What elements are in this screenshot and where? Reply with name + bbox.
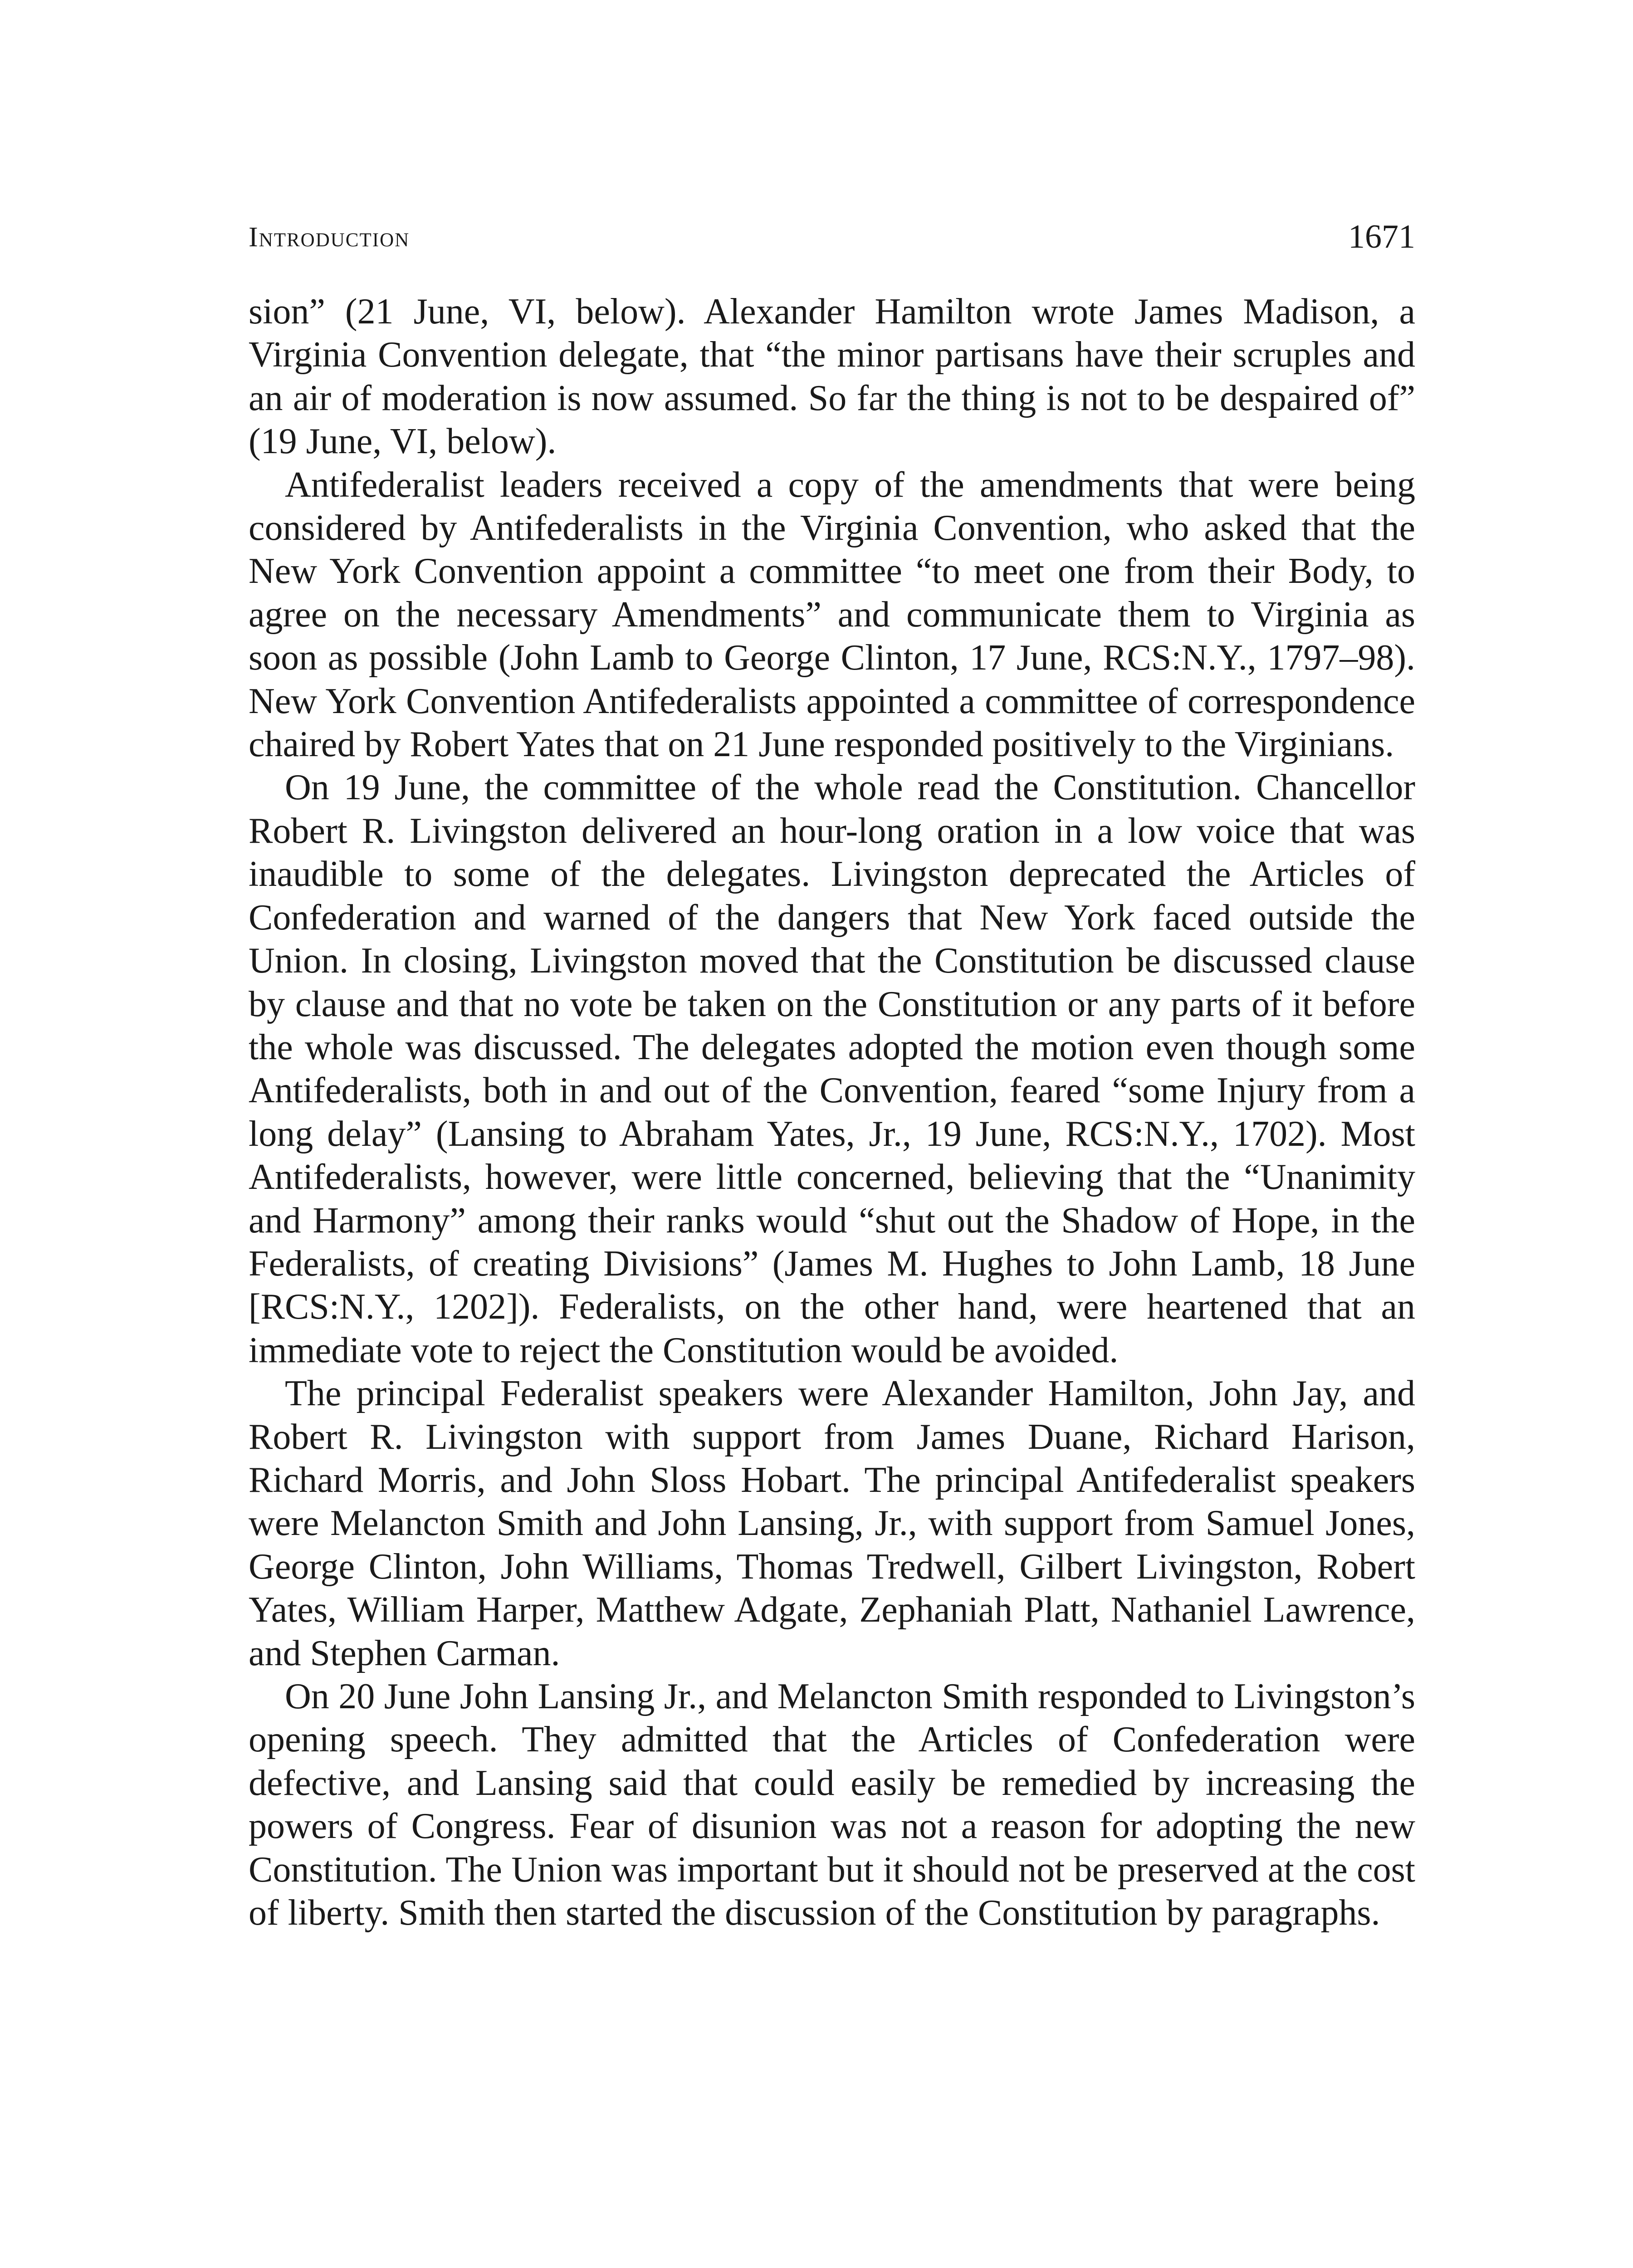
book-page (249, 218, 1415, 1935)
page-number: 1671 (1348, 218, 1415, 255)
paragraph: On 19 June, the committee of the whole read the Constitution. Chancellor Robert R. Livingston delivered an hour-long oration in a low voice that was inaudible to some of the delegates. Livingston deprecated the Articles of Confederation and warned of the dangers that New York faced outside the Union. In closing, Livingston moved that the Constitution be discussed clause by clause and that no vote be taken on the Constitution or any parts of it before the whole was discussed. The delegates adopted the motion even though some Antifederalists, both in and out of the Convention, feared “some Injury from a long delay” (Lansing to Abraham Yates, Jr., 19 June, RCS:N.Y., 1702). Most Antifederalists, however, were little concerned, believing that the “Unanimity and Harmony” among their ranks would “shut out the Shadow of Hope, in the Federalists, of creating Divisions” (James M. Hughes to John Lamb, 18 June [RCS:N.Y., 1202]). Federalists, on the other hand, were heartened that an immediate vote to reject the Constitution would be avoided. (249, 767, 1415, 1370)
paragraph-continued: sion” (21 June, VI, below). Alexander Hamilton wrote James Madison, a Virginia Convention delegate, that “the minor partisans have their scruples and an air of moderation is now assumed. So far the thing is not to be despaired of” (19 June, VI, below). (249, 292, 1415, 462)
running-head (249, 218, 1415, 259)
body-text (249, 290, 1415, 1935)
paragraph: Antifederalist leaders received a copy of the amendments that were being considered by Antifederalists in the Virginia Convention, who asked that the New York Convention appoint a committee “to meet one from their Body, to agree on the necessary Amendments” and communicate them to Virginia as soon as possible (John Lamb to George Clinton, 17 June, RCS:N.Y., 1797–98). New York Convention Antifederalists appointed a committee of correspondence chaired by Robert Yates that on 21 June responded positively to the Virginians. (249, 464, 1415, 765)
running-head-title: Introduction (249, 222, 410, 253)
paragraph: The principal Federalist speakers were Alexander Hamilton, John Jay, and Robert R. Livingston with support from James Duane, Richard Harison, Richard Morris, and John Sloss Hobart. The principal Antifederalist speakers were Melancton Smith and John Lansing, Jr., with support from Samuel Jones, George Clinton, John Williams, Thomas Tredwell, Gilbert Livingston, Robert Yates, William Harper, Matthew Adgate, Zephaniah Platt, Nathaniel Lawrence, and Stephen Carman. (249, 1374, 1415, 1673)
paragraph: On 20 June John Lansing Jr., and Melancton Smith responded to Livingston’s opening speech. They admitted that the Articles of Confederation were defective, and Lansing said that could easily be remedied by increasing the powers of Congress. Fear of disunion was not a reason for adopting the new Constitution. The Union was important but it should not be preserved at the cost of liberty. Smith then started the discussion of the Constitution by paragraphs. (249, 1677, 1415, 1933)
